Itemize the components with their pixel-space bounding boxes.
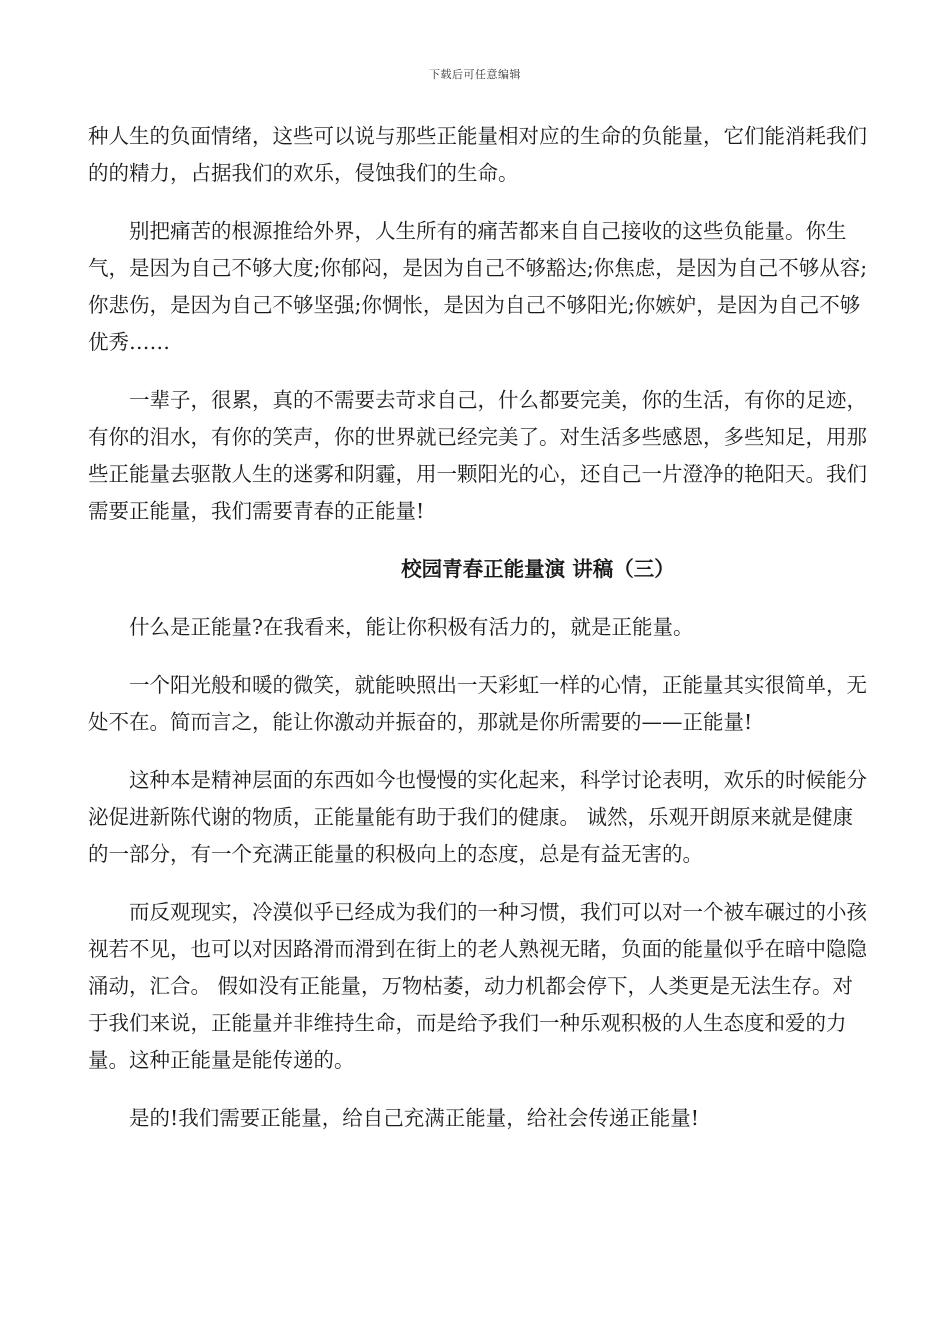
paragraph-smile: 一个阳光般和暖的微笑，就能映照出一天彩虹一样的心情，正能量其实很简单，无处不在。简而言之，能让你激动并振奋的，那就是你所需要的——正能量! <box>88 673 867 734</box>
paragraph-science: 这种本是精神层面的东西如今也慢慢的实化起来，科学讨论表明，欢乐的时候能分泌促进新陈代谢的物质，正能量能有助于我们的健康。 诚然，乐观开朗原来就是健康的一部分，有一个充满正能量的积极向上的态度，总是有益无害的。 <box>88 768 867 866</box>
paragraph-lifetime: 一辈子，很累，真的不需要去苛求自己，什么都要完美，你的生活，有你的足迹，有你的泪水，有你的笑声，你的世界就已经完美了。对生活多些感恩，多些知足，用那些正能量去驱散人生的迷雾和阴霾，用一颗阳光的心，还自己一片澄净的艳阳天。我们需要正能量，我们需要青春的正能量! <box>88 388 867 523</box>
paragraph-what-is-positive-energy: 什么是正能量?在我看来，能让你积极有活力的，就是正能量。 <box>129 615 694 639</box>
section-heading: 校园青春正能量演 讲稿（三） <box>401 557 675 581</box>
paragraph-pain-source: 别把痛苦的根源推给外界，人生所有的痛苦都来自自己接收的这些负能量。你生气，是因为自己不够大度;你郁闷，是因为自己不够豁达;你焦虑，是因为自己不够从容;你悲伤，是因为自己不够坚强;你惆怅，是因为自己不够阳光;你嫉妒，是因为自己不够优秀…… <box>88 219 868 354</box>
paragraph-conclusion: 是的!我们需要正能量，给自己充满正能量，给社会传递正能量! <box>129 1106 699 1130</box>
page-header: 下载后可任意编辑 <box>429 68 521 81</box>
document-body <box>88 118 868 1158</box>
paragraph-continuation: 种人生的负面情绪，这些可以说与那些正能量相对应的生命的负能量，它们能消耗我们的的精力，占据我们的欢乐，侵蚀我们的生命。 <box>88 124 867 185</box>
paragraph-reality: 而反观现实，冷漠似乎已经成为我们的一种习惯，我们可以对一个被车碾过的小孩视若不见，也可以对因路滑而滑到在街上的老人熟视无睹，负面的能量似乎在暗中隐隐涌动，汇合。 假如没有正能量，万物枯萎，动力机都会停下，人类更是无法生存。对于我们来说，正能量并非维持生命，而是给予我们一种乐观积极的人生态度和爱的力量。这种正能量是能传递的。 <box>88 900 867 1072</box>
